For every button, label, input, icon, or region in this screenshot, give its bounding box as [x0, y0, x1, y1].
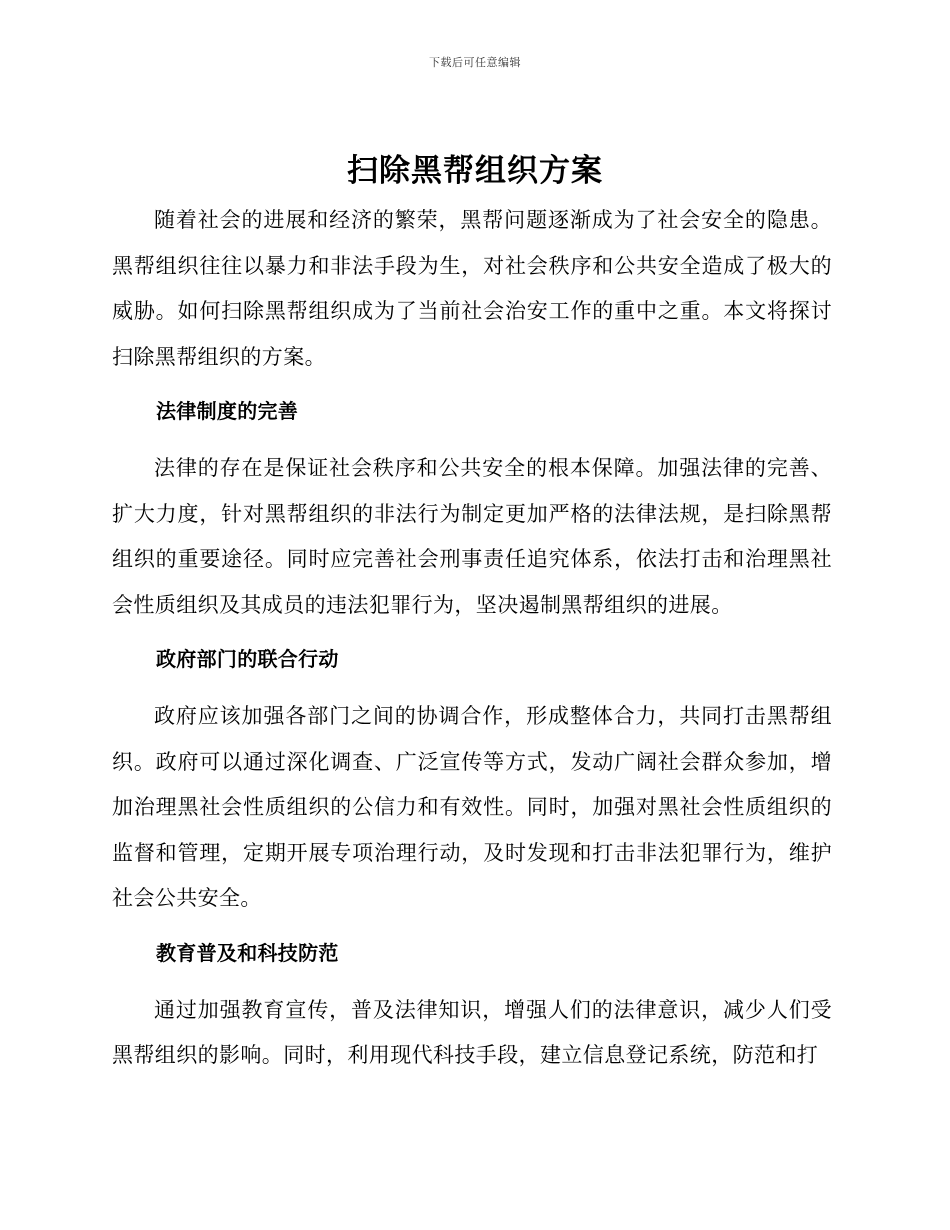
document-body	[112, 198, 832, 1079]
spacer	[112, 380, 832, 396]
section-paragraph-legal: 法律的存在是保证社会秩序和公共安全的根本保障。加强法律的完善、扩大力度，针对黑帮组织的非法行为制定更加严格的法律法规，是扫除黑帮组织的重要途径。同时应完善社会刑事责任追究体系，依法打击和治理黑社会性质组织及其成员的违法犯罪行为，坚决遏制黑帮组织的进展。	[112, 456, 832, 617]
section-heading-education: 教育普及和科技防范	[156, 940, 339, 965]
spacer	[112, 968, 832, 988]
document-title: 扫除黑帮组织方案	[347, 153, 603, 189]
spacer	[112, 674, 832, 694]
section-paragraph-education: 通过加强教育宣传，普及法律知识，增强人们的法律意识，减少人们受黑帮组织的影响。同时，利用现代科技手段，建立信息登记系统，防范和打	[112, 997, 832, 1067]
section-heading-legal: 法律制度的完善	[156, 399, 299, 423]
spacer	[112, 922, 832, 938]
spacer	[112, 628, 832, 644]
spacer	[112, 426, 832, 446]
section-paragraph-government: 政府应该加强各部门之间的协调合作，形成整体合力，共同打击黑帮组织。政府可以通过深化调查、广泛宣传等方式，发动广阔社会群众参加，增加治理黑社会性质组织的公信力和有效性。同时，加强对黑社会性质组织的监督和管理，定期开展专项治理行动，及时发现和打击非法犯罪行为，维护社会公共安全。	[112, 704, 832, 910]
header-note: 下载后可任意编辑	[429, 56, 521, 69]
intro-paragraph: 随着社会的进展和经济的繁荣，黑帮问题逐渐成为了社会安全的隐患。黑帮组织往往以暴力和非法手段为生，对社会秩序和公共安全造成了极大的威胁。如何扫除黑帮组织成为了当前社会治安工作的重中之重。本文将探讨扫除黑帮组织的方案。	[112, 208, 832, 369]
section-heading-government: 政府部门的联合行动	[156, 647, 339, 671]
